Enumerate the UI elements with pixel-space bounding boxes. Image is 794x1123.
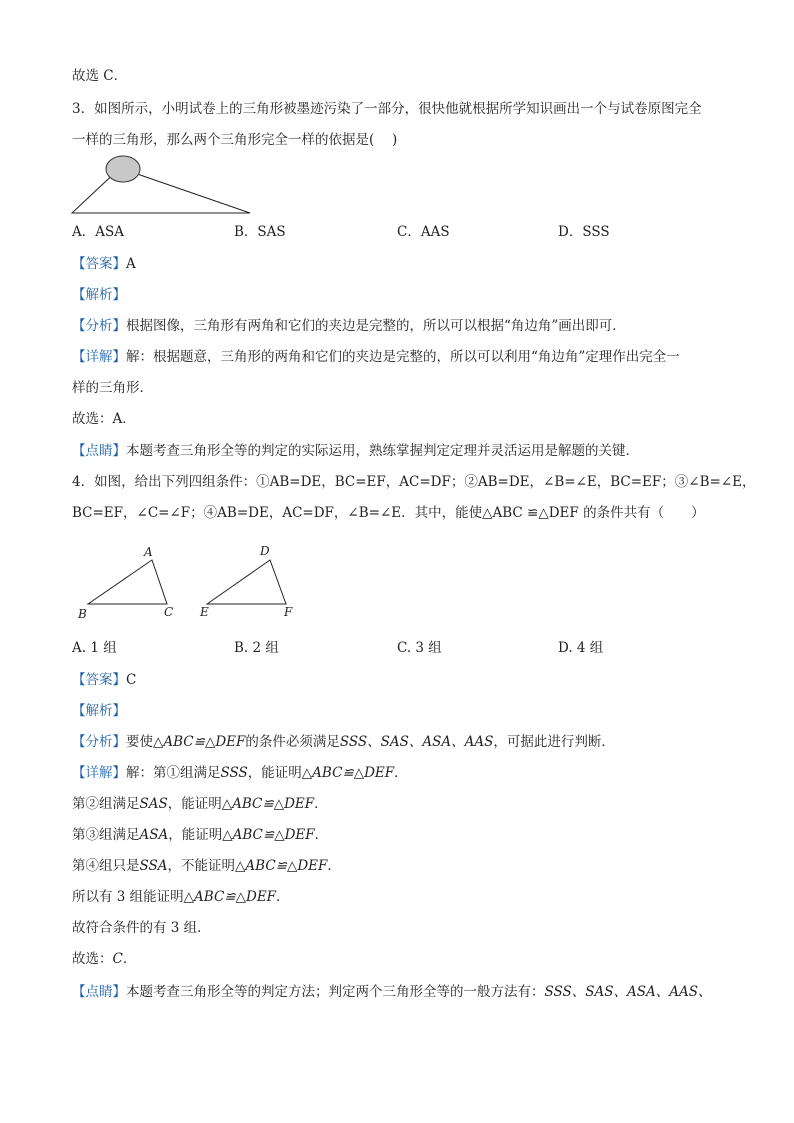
q3-answer-tag: 【答案】 <box>72 256 126 272</box>
q4-xj5-c: ． <box>276 889 290 905</box>
label-e: E <box>200 605 209 619</box>
q3-xiangjie-text-1: 解：根据题意，三角形的两角和它们的夹边是完整的，所以可以利用“角边角”定理作出完全一 <box>126 349 680 365</box>
q3-dianjing-line <box>72 442 639 460</box>
q3-option-d: D．SSS <box>558 224 610 240</box>
q4-fenxi-a: 要使 <box>126 734 153 750</box>
q3-triangle <box>72 168 250 213</box>
q4-answer-line <box>72 671 136 689</box>
q4-xj2-m2: △ABC≌△DEF <box>221 796 315 812</box>
q4-xj4-b: ，不能证明 <box>167 858 236 874</box>
q4-analysis-tag <box>72 702 126 720</box>
q4-dianjing-text: 本题考查三角形全等的判定方法；判定两个三角形全等的一般方法有： <box>126 984 545 1000</box>
q4-xj1-b: ，能证明 <box>247 765 302 781</box>
q3-ink-blot <box>106 156 140 182</box>
q4-xj1-a: 解：第①组满足 <box>126 765 221 781</box>
q4-xj2-a: 第②组满足 <box>72 796 140 812</box>
triangle-def <box>207 560 286 604</box>
q3-xiangjie-line-1 <box>72 348 680 366</box>
q4-xj7-c: ． <box>122 951 137 967</box>
q4-xiangjie-line-4 <box>72 857 341 875</box>
q3-fenxi-line <box>72 317 626 335</box>
q4-xiangjie-line-7 <box>72 950 136 968</box>
q4-xj3-a: 第③组满足 <box>72 827 140 843</box>
q3-option-b: B．SAS <box>234 224 286 240</box>
q4-fenxi-math: △ABC≌△DEF <box>153 734 246 750</box>
label-a: A <box>144 545 153 559</box>
q4-xj2-c: ． <box>314 796 328 812</box>
q3-answer: A <box>126 256 136 272</box>
q4-option-a: A. 1 组 <box>72 640 117 656</box>
q4-xj7-a: 故选： <box>72 951 113 967</box>
q3-stem-line-1: 3．如图所示，小明试卷上的三角形被墨迹污染了一部分，很快他就根据所学知识画出一个与试卷原图完全 <box>72 101 702 117</box>
q3-dianjing-text: 本题考查三角形全等的判定的实际运用，熟练掌握判定定理并灵活运用是解题的关键． <box>126 443 639 459</box>
q4-xj4-c: ． <box>327 858 341 874</box>
q4-xiangjie-line-5 <box>72 888 290 906</box>
q4-stem-line-2: BC=EF，∠C=∠F；④AB=DE，AC=DF，∠B=∠E．其中，能使△ABC ≌△DEF 的条件共有（ ） <box>72 505 705 521</box>
q3-answer-line <box>72 255 136 273</box>
q4-xj5-a: 所以有 3 组能证明 <box>72 889 184 905</box>
q4-xiangjie-line-1 <box>72 764 408 782</box>
q4-dianjing-tag: 【点睛】 <box>72 984 126 1000</box>
q4-fenxi-tag: 【分析】 <box>72 734 126 750</box>
q3-option-c: C．AAS <box>397 224 450 240</box>
q3-fenxi-tag: 【分析】 <box>72 318 126 334</box>
q4-fenxi-math2: SSS、SAS、ASA、AAS <box>339 734 494 750</box>
q4-stem-line-1: 4．如图，给出下列四组条件：①AB=DE，BC=EF，AC=DF；②AB=DE，∠B=∠E，BC=EF；③∠B=∠E， <box>72 474 756 490</box>
q4-xiangjie-line-2 <box>72 795 328 813</box>
q4-answer: C <box>126 672 137 688</box>
q4-xj3-b: ，能证明 <box>168 827 223 843</box>
label-d: D <box>260 544 270 558</box>
q4-dianjing-line <box>72 983 712 1001</box>
q4-xj4-m: SSA <box>139 858 168 874</box>
q4-xj5-m: △ABC≌△DEF <box>183 889 277 905</box>
q4-xj2-m: SAS <box>139 796 168 812</box>
label-f: F <box>284 605 293 619</box>
q4-xj2-b: ，能证明 <box>167 796 222 812</box>
triangle-abc <box>88 560 167 604</box>
q4-figure-triangles <box>70 540 310 625</box>
q4-option-c: C. 3 组 <box>397 640 442 656</box>
label-b: B <box>78 607 87 621</box>
q3-xiangjie-tag: 【详解】 <box>72 349 126 365</box>
q3-xiangjie-line-2: 样的三角形． <box>72 380 153 396</box>
q4-xj1-m2: △ABC≌△DEF <box>301 765 395 781</box>
q3-analysis-label: 【解析】 <box>72 287 126 303</box>
q4-xiangjie-line-3 <box>72 826 328 844</box>
q4-fenxi-c: ，可据此进行判断． <box>493 734 615 750</box>
q4-xj1-m: SSS <box>220 765 248 781</box>
q3-analysis-tag <box>72 286 126 304</box>
q4-xj3-m2: △ABC≌△DEF <box>222 827 315 843</box>
q3-option-a: A．ASA <box>72 224 124 240</box>
q3-dianjing-tag: 【点睛】 <box>72 443 126 459</box>
q3-fenxi-text: 根据图像，三角形有两角和它们的夹边是完整的，所以可以根据“角边角”画出即可． <box>126 318 626 334</box>
q3-stem-line-2: 一样的三角形，那么两个三角形完全一样的依据是( ) <box>72 132 398 148</box>
q4-analysis-label: 【解析】 <box>72 703 126 719</box>
q4-xj4-m2: △ABC≌△DEF <box>235 858 328 874</box>
q4-xiangjie-tag: 【详解】 <box>72 765 126 781</box>
label-c: C <box>164 605 174 619</box>
q4-fenxi-b: 的条件必须满足 <box>245 734 340 750</box>
q4-xj4-a: 第④组只是 <box>72 858 140 874</box>
q3-choose: 故选：A． <box>72 411 136 427</box>
q4-fenxi-line <box>72 733 615 751</box>
q4-xiangjie-line-6: 故符合条件的有 3 组． <box>72 920 211 936</box>
q2-conclusion: 故选 C． <box>72 68 128 84</box>
q4-xj7-m: C <box>112 951 123 967</box>
q4-xj3-c: ． <box>314 827 329 843</box>
q4-option-d: D. 4 组 <box>558 640 604 656</box>
q4-option-b: B. 2 组 <box>234 640 279 656</box>
q4-answer-tag: 【答案】 <box>72 672 126 688</box>
q4-dianjing-math: SSS、SAS、ASA、AAS、 <box>544 984 712 1000</box>
q3-figure-ink-triangle <box>68 150 258 220</box>
q4-xj3-m: ASA <box>139 827 169 843</box>
q4-xj1-c: ． <box>394 765 408 781</box>
